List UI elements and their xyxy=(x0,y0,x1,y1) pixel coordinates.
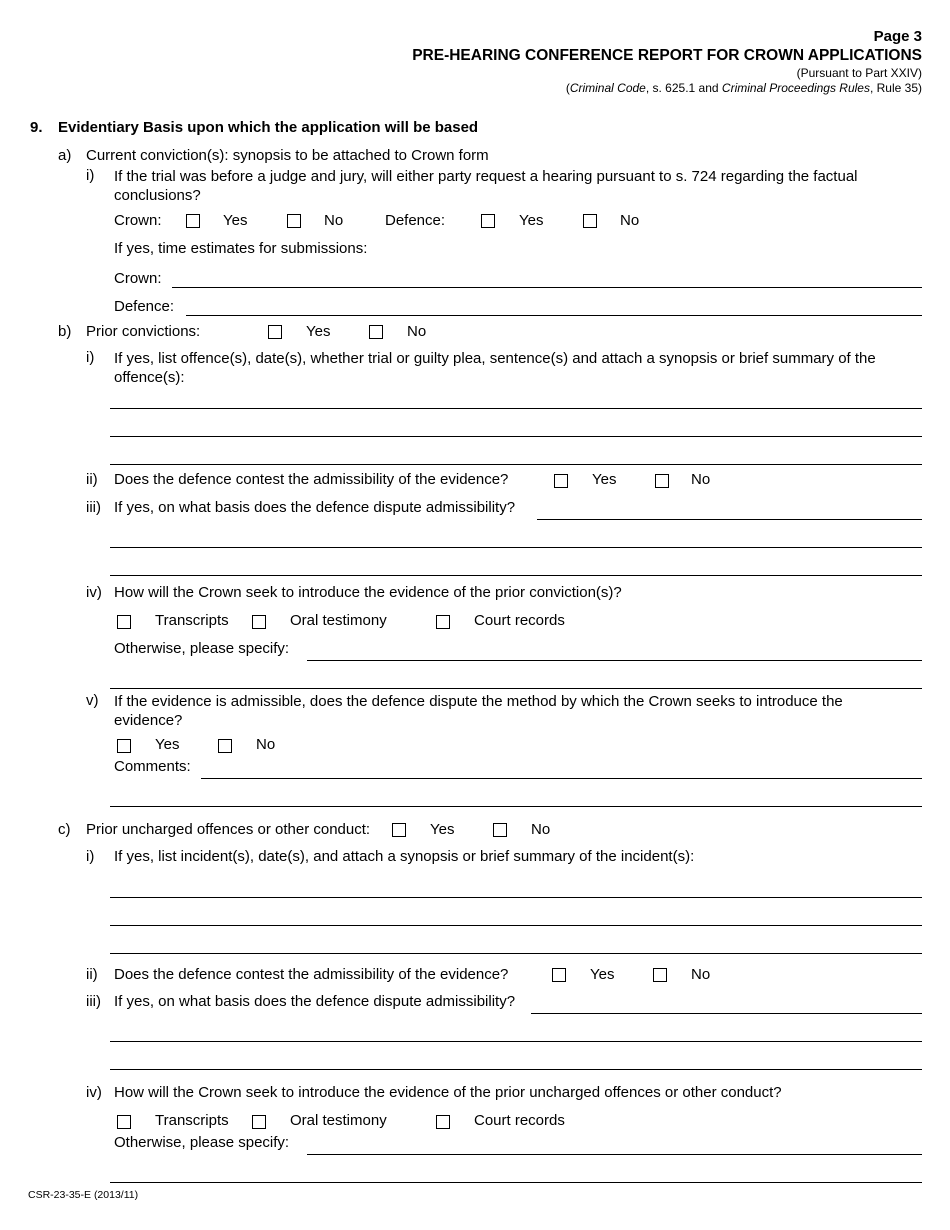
subsection-c-title: Prior uncharged offences or other conduct: xyxy=(86,821,371,838)
b-comments-label: Comments: xyxy=(114,758,191,775)
b-v-no-checkbox[interactable] xyxy=(218,739,232,753)
b-i-answer-line[interactable] xyxy=(110,464,922,465)
b-iii-question: If yes, on what basis does the defence dispute admissibility? xyxy=(114,499,516,516)
a-defence-no-checkbox[interactable] xyxy=(583,214,597,228)
b-otherwise-label: Otherwise, please specify: xyxy=(114,640,290,657)
b-court-records-label: Court records xyxy=(474,612,565,629)
c-otherwise-field[interactable] xyxy=(110,1182,922,1183)
b-ii-no-label: No xyxy=(691,471,711,488)
b-i-marker: i) xyxy=(86,349,95,366)
c-ii-no-checkbox[interactable] xyxy=(653,968,667,982)
b-iii-answer-line[interactable] xyxy=(110,547,922,548)
c-ii-no-label: No xyxy=(691,966,711,983)
a-crown-yes-checkbox[interactable] xyxy=(186,214,200,228)
a-time-estimates-label: If yes, time estimates for submissions: xyxy=(114,240,368,257)
b-v-question: If the evidence is admissible, does the defence dispute the method by which the Crown seeks to introduce the evidence? xyxy=(114,693,843,729)
c-i-answer-line[interactable] xyxy=(110,953,922,954)
c-i-answer-line[interactable] xyxy=(110,897,922,898)
a-defence-estimate-field[interactable] xyxy=(186,315,922,316)
subsection-a-marker: a) xyxy=(58,147,72,164)
section-title: Evidentiary Basis upon which the application will be based xyxy=(58,119,479,136)
c-iii-answer-line[interactable] xyxy=(531,1013,922,1014)
form-id: CSR-23-35-E (2013/11) xyxy=(28,1189,139,1201)
b-prior-yes-checkbox[interactable] xyxy=(268,325,282,339)
c-iii-answer-line[interactable] xyxy=(110,1069,922,1070)
b-otherwise-field[interactable] xyxy=(307,660,922,661)
form-title: PRE-HEARING CONFERENCE REPORT FOR CROWN APPLICATIONS xyxy=(412,47,922,64)
b-v-no-label: No xyxy=(256,736,276,753)
b-iii-answer-line[interactable] xyxy=(110,575,922,576)
b-oral-testimony-label: Oral testimony xyxy=(290,612,387,629)
pursuant-note: (Pursuant to Part XXIV) xyxy=(796,66,922,80)
a-i-marker: i) xyxy=(86,167,95,184)
b-court-records-checkbox[interactable] xyxy=(436,615,450,629)
b-comments-field[interactable] xyxy=(201,778,922,779)
c-transcripts-checkbox[interactable] xyxy=(117,1115,131,1129)
section-number: 9. xyxy=(30,119,43,136)
a-defence-no-label: No xyxy=(620,212,640,229)
c-iv-marker: iv) xyxy=(86,1084,102,1101)
b-prior-yes-label: Yes xyxy=(306,323,331,340)
c-ii-marker: ii) xyxy=(86,966,98,983)
a-defence-estimate-label: Defence: xyxy=(114,298,175,315)
subsection-b-marker: b) xyxy=(58,323,72,340)
a-defence-yes-checkbox[interactable] xyxy=(481,214,495,228)
c-prior-yes-label: Yes xyxy=(430,821,455,838)
c-oral-testimony-checkbox[interactable] xyxy=(252,1115,266,1129)
c-transcripts-label: Transcripts xyxy=(155,1112,229,1129)
a-defence-yes-label: Yes xyxy=(519,212,544,229)
c-otherwise-field[interactable] xyxy=(307,1154,922,1155)
b-oral-testimony-checkbox[interactable] xyxy=(252,615,266,629)
b-ii-question: Does the defence contest the admissibility of the evidence? xyxy=(114,471,509,488)
subsection-b-title: Prior convictions: xyxy=(86,323,201,340)
c-iii-answer-line[interactable] xyxy=(110,1041,922,1042)
b-i-question: If yes, list offence(s), date(s), whether trial or guilty plea, sentence(s) and attach a synopsis or brief summary of the offence(s): xyxy=(114,350,876,386)
b-comments-field[interactable] xyxy=(110,806,922,807)
c-court-records-label: Court records xyxy=(474,1112,565,1129)
c-court-records-checkbox[interactable] xyxy=(436,1115,450,1129)
b-v-marker: v) xyxy=(86,692,99,709)
c-otherwise-label: Otherwise, please specify: xyxy=(114,1134,290,1151)
a-crown-no-checkbox[interactable] xyxy=(287,214,301,228)
c-prior-yes-checkbox[interactable] xyxy=(392,823,406,837)
c-prior-no-checkbox[interactable] xyxy=(493,823,507,837)
a-crown-label: Crown: xyxy=(114,212,162,229)
c-prior-no-label: No xyxy=(531,821,551,838)
b-i-answer-line[interactable] xyxy=(110,436,922,437)
b-prior-no-checkbox[interactable] xyxy=(369,325,383,339)
page-number: Page 3 xyxy=(873,28,922,45)
a-crown-no-label: No xyxy=(324,212,344,229)
c-iii-question: If yes, on what basis does the defence dispute admissibility? xyxy=(114,993,516,1010)
b-iv-question: How will the Crown seek to introduce the evidence of the prior conviction(s)? xyxy=(114,584,622,601)
b-ii-yes-label: Yes xyxy=(592,471,617,488)
b-iii-answer-line[interactable] xyxy=(537,519,922,520)
c-ii-yes-label: Yes xyxy=(590,966,615,983)
subsection-c-marker: c) xyxy=(58,821,71,838)
b-ii-marker: ii) xyxy=(86,471,98,488)
a-i-question: If the trial was before a judge and jury, will either party request a hearing pursuant to s. 724 regarding the factual conclusions? xyxy=(114,168,858,204)
c-i-marker: i) xyxy=(86,848,95,865)
b-prior-no-label: No xyxy=(407,323,427,340)
c-ii-yes-checkbox[interactable] xyxy=(552,968,566,982)
a-defence-label: Defence: xyxy=(385,212,446,229)
c-oral-testimony-label: Oral testimony xyxy=(290,1112,387,1129)
b-transcripts-checkbox[interactable] xyxy=(117,615,131,629)
b-ii-no-checkbox[interactable] xyxy=(655,474,669,488)
b-iii-marker: iii) xyxy=(86,499,101,516)
a-crown-yes-label: Yes xyxy=(223,212,248,229)
legal-reference: (Criminal Code, s. 625.1 and Criminal Proceedings Rules, Rule 35) xyxy=(565,81,922,95)
c-iii-marker: iii) xyxy=(86,993,101,1010)
b-v-yes-label: Yes xyxy=(155,736,180,753)
b-transcripts-label: Transcripts xyxy=(155,612,229,629)
a-crown-estimate-label: Crown: xyxy=(114,270,162,287)
c-i-question: If yes, list incident(s), date(s), and attach a synopsis or brief summary of the incident(s): xyxy=(114,848,695,865)
a-crown-estimate-field[interactable] xyxy=(172,287,922,288)
b-otherwise-field[interactable] xyxy=(110,688,922,689)
c-i-answer-line[interactable] xyxy=(110,925,922,926)
subsection-a-title: Current conviction(s): synopsis to be attached to Crown form xyxy=(86,147,489,164)
b-ii-yes-checkbox[interactable] xyxy=(554,474,568,488)
b-v-yes-checkbox[interactable] xyxy=(117,739,131,753)
b-i-answer-line[interactable] xyxy=(110,408,922,409)
c-ii-question: Does the defence contest the admissibility of the evidence? xyxy=(114,966,509,983)
b-iv-marker: iv) xyxy=(86,584,102,601)
c-iv-question: How will the Crown seek to introduce the evidence of the prior uncharged offences or other conduct? xyxy=(114,1084,782,1101)
